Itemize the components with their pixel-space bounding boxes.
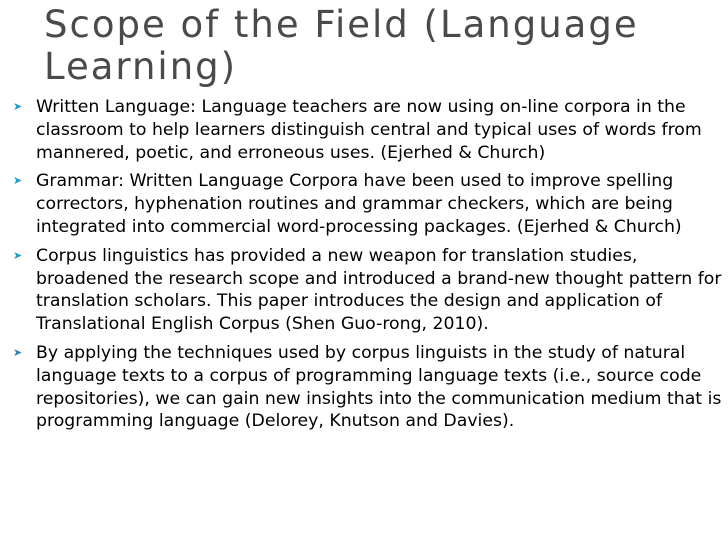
arrow-bullet-icon: ➤ (13, 174, 23, 188)
arrow-bullet-icon: ➤ (13, 248, 23, 262)
bullet-text: Written Language: Language teachers are now using on-line corpora in the classroom to help learners distinguish central and typical uses of words from mannered, poetic, and erroneous uses. (Ejerhed & Church) (36, 97, 702, 163)
bullet-item (0, 170, 728, 238)
arrow-bullet-icon: ➤ (13, 345, 23, 359)
bullet-text: Grammar: Written Language Corpora have been used to improve spelling correctors, hyphenation routines and grammar checkers, which are being integrated into commercial word-processing packages. (Ejerhed & Church) (36, 171, 682, 237)
slide-title: Scope of the Field (Language Learning) (44, 3, 639, 88)
bullet-text: By applying the techniques used by corpus linguists in the study of natural language texts to a corpus of programming language texts (i.e., source code repositories), we can gain new insights into the communication medium that is programming language (Delorey, Knutson and Davies). (36, 342, 722, 432)
arrow-bullet-icon: ➤ (13, 100, 23, 113)
bullet-list (0, 96, 728, 439)
bullet-item (0, 245, 728, 336)
bullet-item (0, 342, 728, 433)
bullet-text: Corpus linguistics has provided a new weapon for translation studies, broadened the research scope and introduced a brand-new thought pattern for translation scholars. This paper introduces the design and application of Translational English Corpus (Shen Guo-rong, 2010). (36, 245, 722, 335)
bullet-item (0, 96, 728, 164)
